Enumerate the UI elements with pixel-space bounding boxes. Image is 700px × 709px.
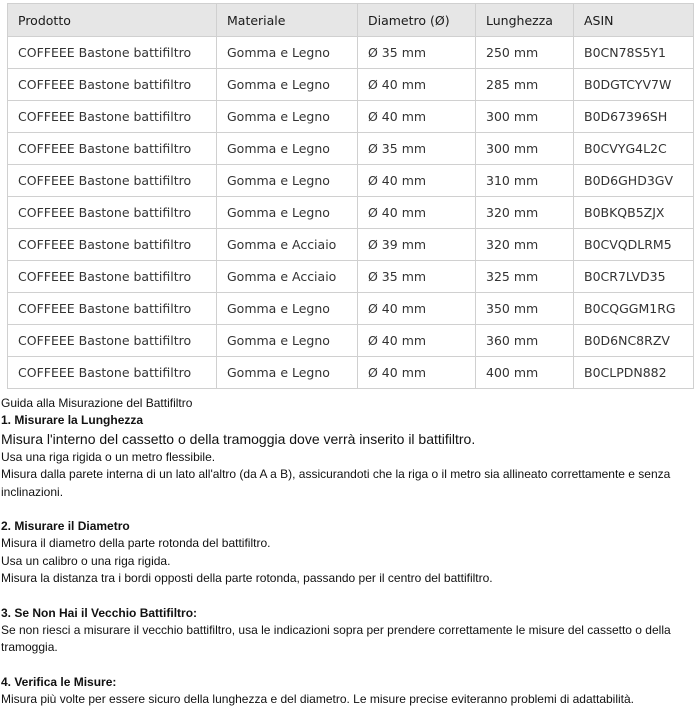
table-row bbox=[8, 101, 694, 133]
table-body bbox=[8, 37, 694, 389]
cell-asin: B0CN78S5Y1 bbox=[574, 37, 694, 69]
cell-lunghezza: 325 mm bbox=[476, 261, 574, 293]
cell-prodotto: COFFEEE Bastone battifiltro bbox=[8, 69, 217, 101]
cell-prodotto: COFFEEE Bastone battifiltro bbox=[8, 165, 217, 197]
cell-diametro: Ø 35 mm bbox=[358, 133, 476, 165]
cell-prodotto: COFFEEE Bastone battifiltro bbox=[8, 229, 217, 261]
section-3-line-1: Se non riesci a misurare il vecchio battifiltro, usa le indicazioni sopra per prendere correttamente le misure del cassetto o della tramoggia. bbox=[1, 623, 671, 655]
cell-asin: B0CVYG4L2C bbox=[574, 133, 694, 165]
cell-prodotto: COFFEEE Bastone battifiltro bbox=[8, 133, 217, 165]
cell-materiale: Gomma e Legno bbox=[217, 293, 358, 325]
header-diametro: Diametro (Ø) bbox=[358, 4, 476, 37]
cell-materiale: Gomma e Acciaio bbox=[217, 261, 358, 293]
cell-prodotto: COFFEEE Bastone battifiltro bbox=[8, 357, 217, 389]
section-2-line-2: Usa un calibro o una riga rigida. bbox=[1, 553, 171, 568]
cell-lunghezza: 400 mm bbox=[476, 357, 574, 389]
cell-asin: B0CLPDN882 bbox=[574, 357, 694, 389]
table-row bbox=[8, 325, 694, 357]
table-row bbox=[8, 229, 694, 261]
header-prodotto: Prodotto bbox=[8, 4, 217, 37]
cell-diametro: Ø 40 mm bbox=[358, 357, 476, 389]
header-materiale: Materiale bbox=[217, 4, 358, 37]
cell-asin: B0CR7LVD35 bbox=[574, 261, 694, 293]
cell-lunghezza: 350 mm bbox=[476, 293, 574, 325]
cell-asin: B0D67396SH bbox=[574, 101, 694, 133]
cell-prodotto: COFFEEE Bastone battifiltro bbox=[8, 261, 217, 293]
product-table-container bbox=[7, 3, 693, 389]
cell-asin: B0D6NC8RZV bbox=[574, 325, 694, 357]
table-row bbox=[8, 133, 694, 165]
cell-prodotto: COFFEEE Bastone battifiltro bbox=[8, 293, 217, 325]
table-row bbox=[8, 37, 694, 69]
guide-title: Guida alla Misurazione del Battifiltro bbox=[1, 396, 193, 410]
cell-diametro: Ø 39 mm bbox=[358, 229, 476, 261]
cell-materiale: Gomma e Acciaio bbox=[217, 229, 358, 261]
section-1-lead: Misura l'interno del cassetto o della tramoggia dove verrà inserito il battifiltro. bbox=[1, 430, 476, 447]
cell-diametro: Ø 35 mm bbox=[358, 261, 476, 293]
cell-diametro: Ø 35 mm bbox=[358, 37, 476, 69]
cell-lunghezza: 300 mm bbox=[476, 133, 574, 165]
cell-diametro: Ø 40 mm bbox=[358, 197, 476, 229]
header-asin: ASIN bbox=[574, 4, 694, 37]
cell-diametro: Ø 40 mm bbox=[358, 101, 476, 133]
cell-asin: B0CVQDLRM5 bbox=[574, 229, 694, 261]
table-row bbox=[8, 357, 694, 389]
table-row bbox=[8, 293, 694, 325]
cell-lunghezza: 300 mm bbox=[476, 101, 574, 133]
cell-lunghezza: 310 mm bbox=[476, 165, 574, 197]
table-row bbox=[8, 69, 694, 101]
table-row bbox=[8, 261, 694, 293]
cell-materiale: Gomma e Legno bbox=[217, 133, 358, 165]
cell-materiale: Gomma e Legno bbox=[217, 37, 358, 69]
cell-materiale: Gomma e Legno bbox=[217, 357, 358, 389]
cell-materiale: Gomma e Legno bbox=[217, 165, 358, 197]
cell-materiale: Gomma e Legno bbox=[217, 325, 358, 357]
product-table bbox=[7, 3, 694, 389]
cell-diametro: Ø 40 mm bbox=[358, 325, 476, 357]
cell-asin: B0DGTCYV7W bbox=[574, 69, 694, 101]
cell-diametro: Ø 40 mm bbox=[358, 69, 476, 101]
section-1-line-1: Usa una riga rigida o un metro flessibile. bbox=[1, 449, 216, 464]
section-2-heading: 2. Misurare il Diametro bbox=[1, 519, 130, 534]
section-4-line-1: Misura più volte per essere sicuro della lunghezza e del diametro. Le misure precise eviteranno problemi di adattabilità. bbox=[1, 692, 634, 707]
section-3-heading: 3. Se Non Hai il Vecchio Battifiltro: bbox=[1, 605, 198, 620]
cell-lunghezza: 285 mm bbox=[476, 69, 574, 101]
cell-prodotto: COFFEEE Bastone battifiltro bbox=[8, 325, 217, 357]
cell-prodotto: COFFEEE Bastone battifiltro bbox=[8, 101, 217, 133]
cell-lunghezza: 360 mm bbox=[476, 325, 574, 357]
table-row bbox=[8, 165, 694, 197]
cell-diametro: Ø 40 mm bbox=[358, 165, 476, 197]
cell-lunghezza: 250 mm bbox=[476, 37, 574, 69]
section-1-heading: 1. Misurare la Lunghezza bbox=[1, 413, 144, 428]
cell-materiale: Gomma e Legno bbox=[217, 197, 358, 229]
table-header-row bbox=[8, 4, 694, 37]
section-1-line-2: Misura dalla parete interna di un lato all'altro (da A a B), assicurandoti che la riga o il metro sia allineato correttamente e senza inclinazioni. bbox=[1, 467, 671, 499]
cell-diametro: Ø 40 mm bbox=[358, 293, 476, 325]
table-row bbox=[8, 197, 694, 229]
cell-lunghezza: 320 mm bbox=[476, 229, 574, 261]
section-2-line-1: Misura il diametro della parte rotonda del battifiltro. bbox=[1, 536, 271, 551]
cell-asin: B0CQGGM1RG bbox=[574, 293, 694, 325]
cell-materiale: Gomma e Legno bbox=[217, 69, 358, 101]
cell-prodotto: COFFEEE Bastone battifiltro bbox=[8, 37, 217, 69]
measurement-guide bbox=[1, 395, 699, 709]
section-2-line-3: Misura la distanza tra i bordi opposti della parte rotonda, passando per il centro del battifiltro. bbox=[1, 571, 493, 586]
section-4-heading: 4. Verifica le Misure: bbox=[1, 674, 117, 689]
cell-prodotto: COFFEEE Bastone battifiltro bbox=[8, 197, 217, 229]
header-lunghezza: Lunghezza bbox=[476, 4, 574, 37]
cell-materiale: Gomma e Legno bbox=[217, 101, 358, 133]
cell-lunghezza: 320 mm bbox=[476, 197, 574, 229]
cell-asin: B0BKQB5ZJX bbox=[574, 197, 694, 229]
cell-asin: B0D6GHD3GV bbox=[574, 165, 694, 197]
